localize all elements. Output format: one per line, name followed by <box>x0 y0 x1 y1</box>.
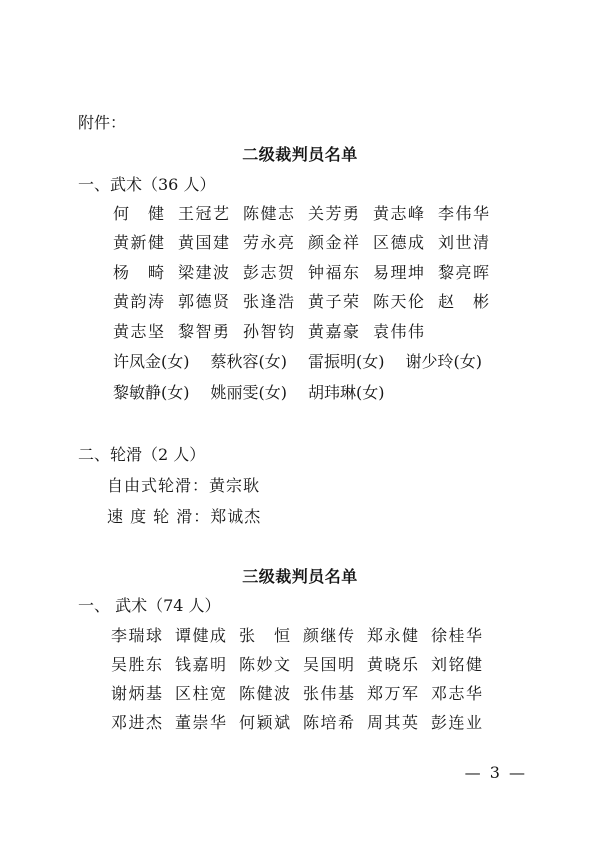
referee-name: 吴国明 <box>303 655 354 674</box>
referee-name: 黎亮晖 <box>438 262 489 282</box>
referee-name: 关芳勇 <box>308 203 359 223</box>
referee-name: 陈天伦 <box>373 292 424 312</box>
referee-name: 黎敏静(女) <box>113 382 190 402</box>
referee-name: 陈健波 <box>239 684 290 703</box>
name-row <box>111 622 495 651</box>
referee-name: 杨 畸 <box>113 262 164 282</box>
referee-name: 黄新健 <box>113 233 164 253</box>
skating-speed-item: 速 度 轮 滑：郑诚杰 <box>107 507 262 526</box>
referee-name: 陈健志 <box>243 203 294 223</box>
level2-wushu-name-list <box>113 199 503 347</box>
referee-name: 邓志华 <box>431 684 482 703</box>
level2-skating-heading: 二、轮滑（2 人） <box>78 445 206 464</box>
level2-wushu-heading: 一、武术（36 人） <box>78 175 216 194</box>
referee-name: 王冠艺 <box>178 203 229 223</box>
name-row <box>111 651 495 680</box>
referee-name: 陈培希 <box>303 713 354 732</box>
referee-name: 郑永健 <box>367 626 418 645</box>
referee-name: 黄韵涛 <box>113 292 164 312</box>
referee-name: 吴胜东 <box>111 655 162 674</box>
referee-name: 黎智勇 <box>178 321 229 341</box>
referee-name: 易理坤 <box>373 262 424 282</box>
referee-name: 赵 彬 <box>438 292 489 312</box>
referee-name: 黄子荣 <box>308 292 359 312</box>
level3-wushu-heading: 一、 武术（74 人） <box>78 596 221 615</box>
referee-name: 李瑞球 <box>111 626 162 645</box>
referee-name: 胡玮琳(女) <box>308 382 385 402</box>
name-row <box>113 199 503 229</box>
referee-name: 劳永亮 <box>243 233 294 253</box>
referee-name: 邓进杰 <box>111 713 162 732</box>
referee-name: 徐桂华 <box>431 626 482 645</box>
attachment-label: 附件： <box>78 113 127 132</box>
referee-name: 区柱宽 <box>175 684 226 703</box>
page-number: — 3 — <box>464 763 527 782</box>
referee-name: 彭志贺 <box>243 262 294 282</box>
name-row <box>113 258 503 288</box>
referee-name: 黄志坚 <box>113 321 164 341</box>
level3-title: 三级裁判员名单 <box>242 567 358 586</box>
skating-freestyle-item: 自由式轮滑：黄宗耿 <box>107 476 261 495</box>
referee-name: 黄晓乐 <box>367 655 418 674</box>
referee-name: 黄国建 <box>178 233 229 253</box>
referee-name: 谢少玲(女) <box>405 352 482 371</box>
referee-name: 谢炳基 <box>111 684 162 703</box>
referee-name: 雷振明(女) <box>308 352 385 371</box>
referee-name: 黄志峰 <box>373 203 424 223</box>
referee-name: 何颖斌 <box>239 713 290 732</box>
name-row <box>111 680 495 709</box>
referee-name: 黄嘉豪 <box>308 321 359 341</box>
referee-name: 孙智钧 <box>243 321 294 341</box>
referee-name: 刘铭健 <box>431 655 482 674</box>
name-row <box>113 317 503 347</box>
referee-name: 钟福东 <box>308 262 359 282</box>
referee-name: 何 健 <box>113 203 164 223</box>
referee-name: 张 恒 <box>239 626 290 645</box>
level3-wushu-name-list <box>111 622 495 738</box>
name-row <box>113 288 503 318</box>
referee-name: 彭连业 <box>431 713 482 732</box>
referee-name: 谭健成 <box>175 626 226 645</box>
name-row <box>113 347 503 378</box>
referee-name: 张逢浩 <box>243 292 294 312</box>
referee-name: 袁伟伟 <box>373 321 424 341</box>
name-row <box>113 377 503 408</box>
referee-name: 姚丽雯(女) <box>210 382 287 402</box>
referee-name: 刘世清 <box>438 233 489 253</box>
referee-name: 郭德贤 <box>178 292 229 312</box>
referee-name: 许凤金(女) <box>113 352 190 371</box>
referee-name: 周其英 <box>367 713 418 732</box>
referee-name: 李伟华 <box>438 203 489 223</box>
referee-name: 区德成 <box>373 233 424 253</box>
referee-name: 颜继传 <box>303 626 354 645</box>
referee-name: 颜金祥 <box>308 233 359 253</box>
name-row <box>113 229 503 259</box>
referee-name: 梁建波 <box>178 262 229 282</box>
name-row <box>111 709 495 738</box>
referee-name: 董崇华 <box>175 713 226 732</box>
referee-name: 张伟基 <box>303 684 354 703</box>
level2-title: 二级裁判员名单 <box>242 145 358 164</box>
level2-wushu-female-name-list <box>113 347 503 408</box>
referee-name: 陈妙文 <box>239 655 290 674</box>
referee-name: 蔡秋容(女) <box>210 352 287 371</box>
referee-name: 钱嘉明 <box>175 655 226 674</box>
referee-name: 郑万军 <box>367 684 418 703</box>
